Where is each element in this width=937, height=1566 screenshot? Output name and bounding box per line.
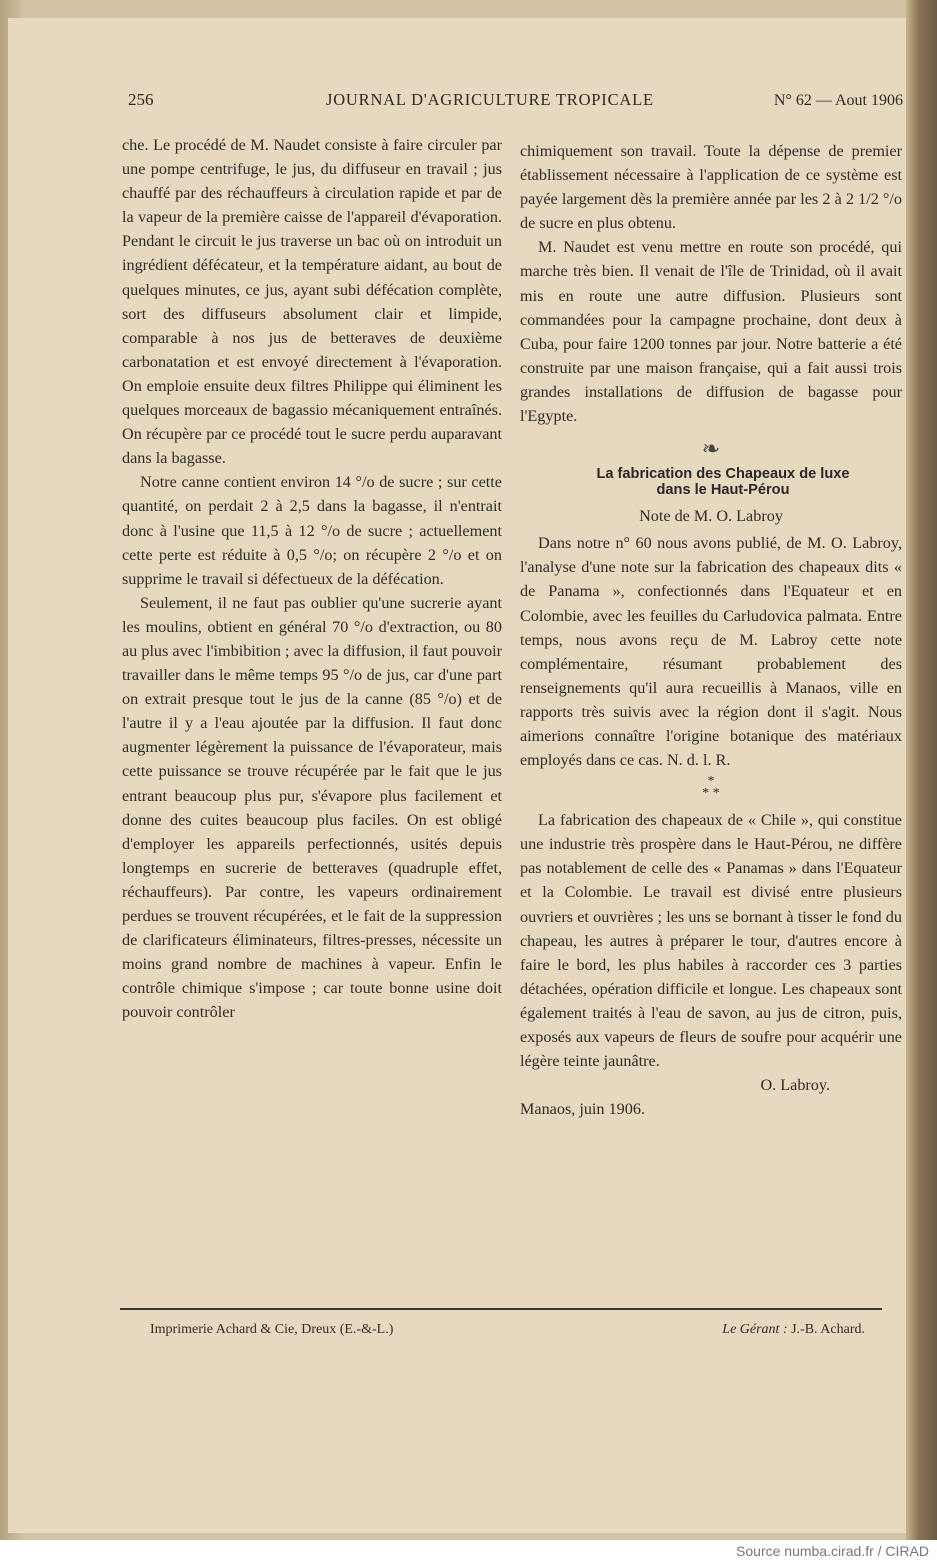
- journal-title: JOURNAL D'AGRICULTURE TROPICALE: [326, 90, 654, 109]
- gerant: [722, 1322, 865, 1338]
- article-title-line: La fabrication des Chapeaux de luxe: [596, 466, 850, 483]
- imprint: Imprimerie Achard & Cie, Dreux (E.-&-L.): [150, 1322, 394, 1337]
- paragraph: Notre canne contient environ 14 °/o de sucre ; sur cette quantité, on perdait 2 à 2,5 dans la bagasse, il n'entrait donc à l'usine que 11,5 à 12 °/o de sucre ; actuellement cette perte est réduite à 0,5 °/o; on récupère 2 °/o et on supprime le travail si défectueux de la défécation.: [122, 473, 502, 588]
- gerant-label: Le Gérant :: [722, 1322, 788, 1337]
- article-byline: Note de M. O. Labroy: [639, 507, 783, 526]
- gerant-name: J.-B. Achard.: [791, 1322, 865, 1337]
- signature: O. Labroy.: [760, 1076, 830, 1095]
- asterism-bottom: * *: [702, 786, 720, 802]
- issue-date: N° 62 — Aout 1906: [773, 92, 903, 109]
- place-date: Manaos, juin 1906.: [520, 1100, 645, 1119]
- book-edge: [906, 0, 937, 1540]
- paragraph: M. Naudet est venu mettre en route son procédé, qui marche très bien. Il venait de l'île de Trinidad, où il avait mis en route une autre diffusion. Plusieurs sont commandées pour la campagne prochaine, dont deux à Cuba, pour faire 1200 tonnes par jour. Notre batterie a été construite par une maison française, qui a fait aussi trois grandes installations de diffusion de bagasse pour l'Egypte.: [520, 238, 902, 426]
- paragraph: La fabrication des chapeaux de « Chile », qui constitue une industrie très prospère dans le Haut-Pérou, ne diffère pas notablement de celle des « Panamas » dans l'Equateur et la Colombie. Le travail est divisé entre plusieurs ouvriers et ouvrières ; les uns se bornant à tisser le fond du chapeau, les autres à préparer le tour, d'autres encore à faire le bord, les plus habiles à raccorder ces 3 parties détachées, opération difficile et longue. Les chapeaux sont également traités à l'eau de savon, au jus de citron, puis, exposés aux vapeurs de fleurs de soufre pour acquérir une légère teinte jaunâtre.: [520, 811, 902, 1071]
- flourish-ornament-icon: ❧: [701, 436, 721, 462]
- paragraph: che. Le procédé de M. Naudet consiste à faire circuler par une pompe centrifuge, le jus, du diffuseur en travail ; jus chauffé par des réchauffeurs à circulation rapide et par de la vapeur de la première caisse de l'appareil d'évaporation. Pendant le circuit le jus traverse un bac où on introduit un ingrédient défécateur, et la température aidant, au bout de quelques minutes, ce jus, ayant subi défécation complète, sort des diffuseurs absolument clair et limpide, comparable à nos jus de betteraves de deuxième carbonatation et est envoyé directement à l'évaporation. On emploie ensuite deux filtres Philippe qui éliminent les quelques morceaux de bagassio mécaniquement entraînés. On récupère par ce procédé tout le sucre perdu auparavant dans la bagasse.: [122, 136, 502, 468]
- running-header: [128, 90, 903, 118]
- left-column: [122, 133, 502, 1024]
- paragraph: chimiquement son travail. Toute la dépense de premier établissement nécessaire à l'application de ce système est payée largement dès la première année par les 2 à 2 1/2 °/o de sucre en plus obtenu.: [520, 142, 902, 233]
- article-title: [544, 466, 902, 498]
- article-title-line: dans le Haut-Pérou: [656, 482, 790, 499]
- paragraph: Seulement, il ne faut pas oublier qu'une sucrerie ayant les moulins, obtient en général 70 °/o d'extraction, ou 80 au plus avec l'imbibition ; avec la diffusion, il faut pouvoir travailler dans le même temps 95 °/o de jus, car d'une part on extrait presque tout le jus de la canne (85 °/o) et de l'autre il y a l'eau ajoutée par la diffusion. Il faut donc augmenter légèrement la puissance de l'évaporateur, mais cette puissance se trouve récupérée par le fait que le jus entrant beaucoup plus pur, s'évapore plus facilement et donne des cuites beaucoup plus faciles. On est obligé d'employer les appareils perfectionnés, usités depuis longtemps en sucrerie de betteraves (quadruple effet, réchauffeurs). Par contre, les vapeurs ordinairement perdues se trouvent récupérées, et le fait de la suppression de clarificateurs éliminateurs, filtres-presses, nécessite un moins grand nombre de machines à vapeur. Enfin le contrôle chimique s'impose ; car toute bonne usine doit pouvoir contrôler: [122, 593, 502, 1022]
- editorial-note: Dans notre n° 60 nous avons publié, de M. O. Labroy, l'analyse d'une note sur la fabrication des chapeaux dits « de Panama », confectionnés dans l'Equateur et en Colombie, avec les feuilles du Carludovica palmata. Entre temps, nous avons reçu de M. Labroy cette note complémentaire, résumant probablement des renseignements qu'il aura recueillis à Manaos, ville en rapports très suivis avec la région dont il s'agit. Nous aimerions connaître l'origine botanique des matériaux employés dans ce cas. N. d. l. R.: [520, 534, 902, 770]
- right-column: [520, 139, 902, 1121]
- page-number: 256: [128, 90, 154, 109]
- source-credit: Source numba.cirad.fr / CIRAD: [736, 1543, 929, 1559]
- asterism-top: *: [707, 774, 715, 790]
- footer-rule: [120, 1308, 882, 1310]
- asterism: [520, 776, 902, 804]
